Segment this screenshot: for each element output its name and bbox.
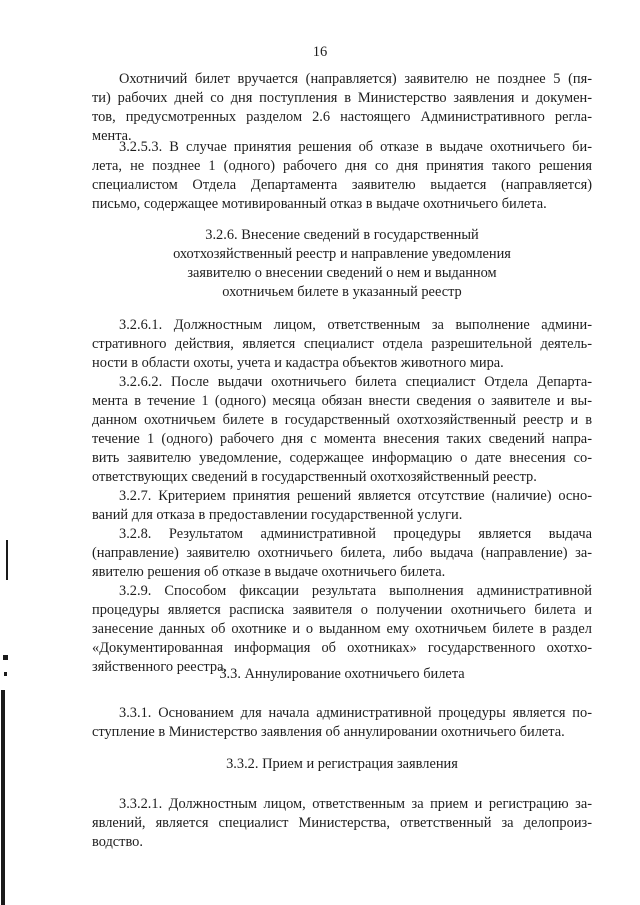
paragraph (92, 487, 592, 525)
paragraph (92, 525, 592, 582)
text-line: тов, предусмотренных разделом 2.6 настоящего Административного регла- (92, 109, 592, 125)
section-heading (92, 665, 592, 684)
heading-line: 3.2.6. Внесение сведений в государственный (205, 227, 479, 243)
paragraph (92, 138, 592, 214)
heading-line: охотхозяйственный реестр и направление уведомления (173, 246, 511, 262)
text-line: ваний для отказа в предоставлении государственной услуги. (92, 507, 463, 523)
text-line: 3.2.5.3. В случае принятия решения об отказе в выдаче охотничьего би- (119, 139, 592, 155)
text-line: стративного действия, является специалист отдела разрешительной деятель- (92, 336, 592, 352)
text-line: лета, не позднее 1 (одного) рабочего дня со дня принятия такого решения (92, 158, 592, 174)
text-line: зяйственного реестра. (92, 659, 228, 675)
text-line: специалистом Отдела Департамента заявителю выдается (направляется) (92, 177, 592, 193)
text-line: водство. (92, 834, 143, 850)
text-line: 3.2.7. Критерием принятия решений является отсутствие (наличие) осно- (119, 488, 592, 504)
text-line: Охотничий билет вручается (направляется) заявителю не позднее 5 (пя- (119, 71, 592, 87)
text-line: явителю решения об отказе в выдаче охотничьего билета. (92, 564, 446, 580)
paragraph (92, 70, 592, 146)
section-heading (92, 226, 592, 302)
paragraph (92, 316, 592, 373)
heading-line: 3.3.2. Прием и регистрация заявления (226, 756, 458, 772)
scan-margin-mark (1, 690, 5, 905)
text-line: 3.2.8. Результатом административной процедуры является выдача (119, 526, 592, 542)
heading-line: охотничьем билете в указанный реестр (222, 284, 462, 300)
text-line: 3.2.6.1. Должностным лицом, ответственным за выполнение админи- (119, 317, 592, 333)
text-line: «Документированная информация об охотниках» государственного охотхо- (92, 640, 592, 656)
page-number: 16 (312, 44, 328, 60)
text-line: 3.2.6.2. После выдачи охотничьего билета специалист Отдела Департа- (119, 374, 592, 390)
text-line: 3.2.9. Способом фиксации результата выполнения административной (119, 583, 592, 599)
text-line: мента в течение 1 (одного) месяца обязан внести сведения о заявителе и вы- (92, 393, 592, 409)
text-line: данном охотничьем билете в государственный охотхозяйственный реестр и в (92, 412, 592, 428)
text-line: процедуры является расписка заявителя о получении охотничьего билета и (92, 602, 592, 618)
text-line: вить заявителю уведомление, содержащее информацию о дате внесения со- (92, 450, 592, 466)
section-heading (92, 755, 592, 774)
text-line: течение 1 (одного) рабочего дня с момента внесения таких сведений напра- (92, 431, 592, 447)
text-line: занесение данных об охотнике и о выданном ему охотничьем билете в раздел (92, 621, 592, 637)
text-line: ти) рабочих дней со дня поступления в Министерство заявления и докумен- (92, 90, 592, 106)
text-line: мента. (92, 128, 132, 144)
text-line: явлений, является специалист Министерства, ответственный за делопроиз- (92, 815, 592, 831)
heading-line: 3.3. Аннулирование охотничьего билета (219, 666, 465, 682)
paragraph (92, 795, 592, 852)
text-line: ступление в Министерство заявления об аннулировании охотничьего билета. (92, 724, 565, 740)
text-line: ответствующих сведений в государственный охотхозяйственный реестр. (92, 469, 537, 485)
scan-margin-mark (6, 540, 8, 580)
scan-margin-mark (4, 672, 7, 676)
paragraph (92, 373, 592, 487)
heading-line: заявителю о внесении сведений о нем и выданном (187, 265, 497, 281)
text-line: письмо, содержащее мотивированный отказ в выдаче охотничьего билета. (92, 196, 547, 212)
paragraph (92, 704, 592, 742)
paragraph (92, 582, 592, 677)
scan-margin-mark (3, 655, 8, 660)
text-line: (направление) заявителю охотничьего билета, либо выдача (направление) за- (92, 545, 592, 561)
text-line: 3.3.2.1. Должностным лицом, ответственным за прием и регистрацию за- (119, 796, 592, 812)
text-line: 3.3.1. Основанием для начала административной процедуры является по- (119, 705, 592, 721)
text-line: ности в области охоты, учета и кадастра объектов животного мира. (92, 355, 504, 371)
